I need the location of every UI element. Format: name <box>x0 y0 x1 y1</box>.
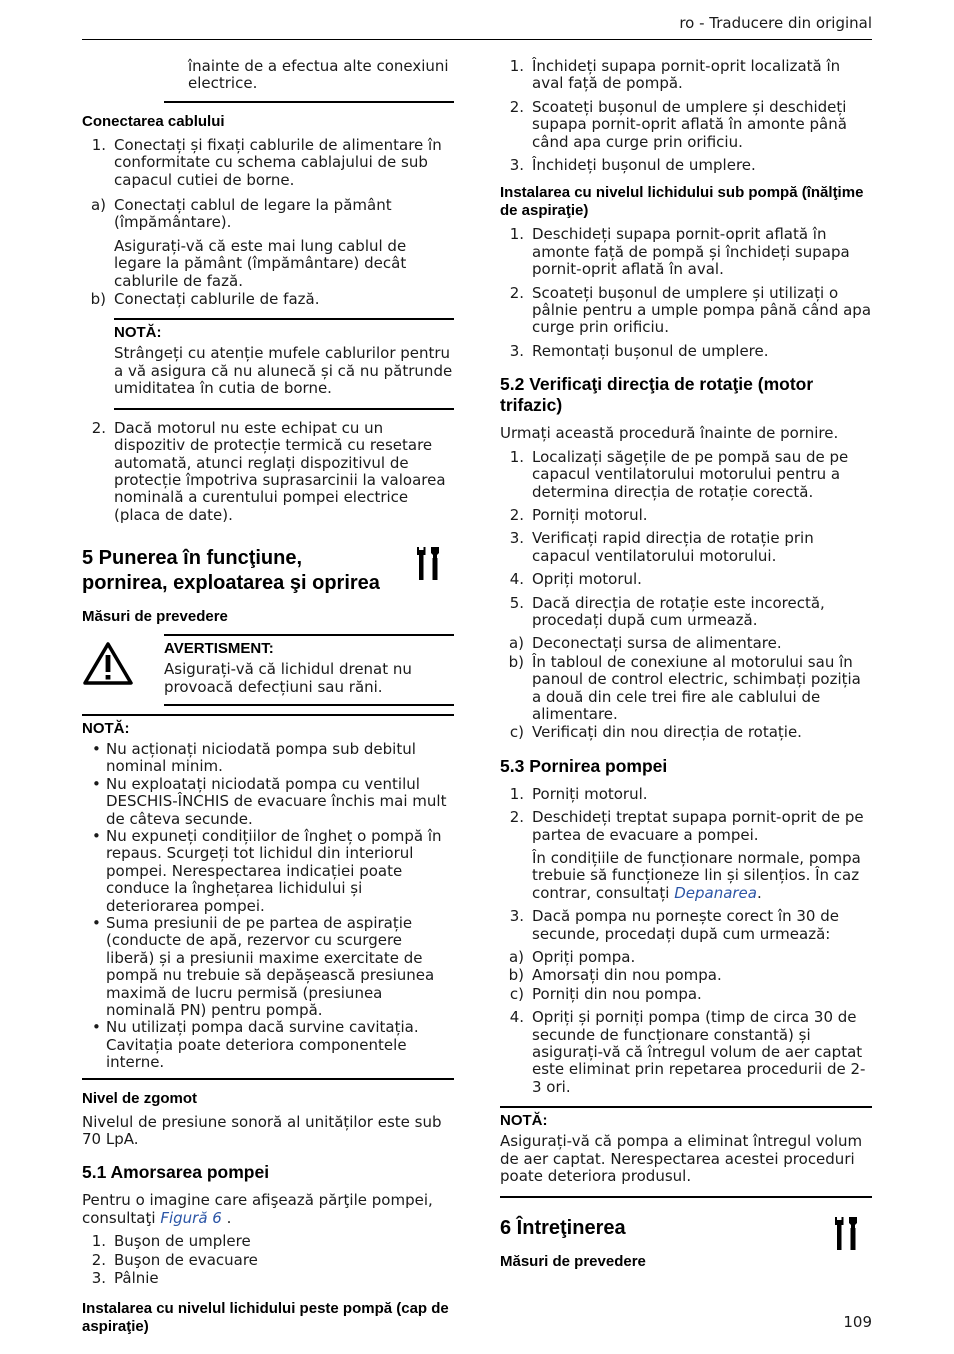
below-pump-steps <box>500 226 872 360</box>
rotation-steps <box>500 449 872 630</box>
section-5-precautions: Măsuri de prevedere <box>82 608 228 626</box>
list-item: 1. Porniți motorul. <box>509 784 648 803</box>
list-item: 3. Închideți bușonul de umplere. <box>509 156 756 175</box>
below-pump-heading: Instalarea cu nivelul lichidului sub pompă (înălţime de aspiraţie) <box>500 184 864 220</box>
note-box <box>500 1106 872 1197</box>
list-item: a) Conectați cablul de legare la pământ (împământare). Asigurați-vă că este mai lung cablul de legare la pământ (împământare) decât cablurile de fază. <box>82 197 454 290</box>
list-item: 1. Localizați săgețile de pe pompă sau de pe capacul ventilatorului motorului pentru a determina direcția de rotație corectă. <box>509 447 849 501</box>
list-item: b) Conectați cablurile de fază. <box>90 290 320 309</box>
list-item: • Nu exploatați niciodată pompa cu ventilul DESCHIS-ÎNCHIS de evacuare închis mai mult de câteva secunde. <box>92 774 447 828</box>
page-number: 109 <box>843 1313 872 1331</box>
note-text: Strângeți cu atenție mufele cablurilor pentru a vă asigura că nu alunecă și că nu pătrunde umiditatea în cutia de borne. <box>114 344 453 398</box>
list-item: • Nu utilizați pompa dacă survine cavitația. Cavitația poate deteriora componentele interne. <box>92 1018 419 1072</box>
section-6-title: 6 Întreţinerea <box>500 1216 626 1239</box>
list-item: 4. Opriți motorul. <box>509 570 642 589</box>
warning-triangle-icon <box>82 640 134 686</box>
warning-title: AVERTISMENT: <box>164 640 274 658</box>
list-item: 2. Scoateți bușonul de umplere și deschideți supapa pornit-oprit aflată în amonte până când apa curge prin orificiu. <box>509 97 847 151</box>
list-item: 1. Conectați și fixați cablurile de alimentare în conformitate cu schema cablajului de sub capacul cutiei de borne. <box>91 135 442 189</box>
tools-icon <box>416 546 444 582</box>
start-steps <box>500 786 872 943</box>
cable-steps <box>82 137 454 189</box>
noise-heading: Nivel de zgomot <box>82 1089 198 1107</box>
left-column <box>82 58 454 1342</box>
note-box <box>82 714 454 1080</box>
section-6-precautions: Măsuri de prevedere <box>500 1252 646 1270</box>
list-item: • Nu acționați niciodată pompa sub debitul nominal minim. <box>92 739 416 776</box>
section-5-1-intro: Pentru o imagine care afişează părţile pompei, consultaţi Figură 6 . <box>82 1191 433 1227</box>
note-bullets <box>82 741 454 1072</box>
warning-box <box>164 634 454 706</box>
cable-step-a: Conectați cablul de legare la pământ (împământare). <box>114 196 392 232</box>
list-item: 2. Scoateți bușonul de umplere și utilizați o pâlnie pentru a umple pompa până când apa curge prin orificiu. <box>509 283 872 337</box>
section-5-2-intro: Urmați această procedură înainte de pornire. <box>500 424 839 443</box>
top-note-text: înainte de a efectua alte conexiuni electrice. <box>188 57 449 93</box>
list-item: 2. Porniți motorul. <box>509 505 648 524</box>
list-item: 1. Deschideți supapa pornit-oprit aflată în amonte față de pompă și închideți supapa pornit-oprit aflată în aval. <box>509 225 850 279</box>
header-text: ro - Traducere din original <box>679 14 872 32</box>
list-item: 3. Remontați bușonul de umplere. <box>509 341 769 360</box>
pump-parts-list <box>82 1233 454 1287</box>
list-item: c) Porniți din nou pompa. <box>509 984 702 1003</box>
section-5-3-title: 5.3 Pornirea pompei <box>500 755 668 776</box>
list-item: a) Opriți pompa. <box>508 948 636 967</box>
section-5-1-title: 5.1 Amorsarea pompei <box>82 1162 270 1183</box>
note-title: NOTĂ: <box>82 719 130 737</box>
cable-step-1: Conectați și fixați cablurile de alimentare în conformitate cu schema cablajului de sub capacul cutiei de borne. <box>114 135 442 189</box>
cable-heading: Conectarea cablului <box>82 112 225 130</box>
note-title: NOTĂ: <box>500 1112 548 1130</box>
list-item: b) Amorsați din nou pompa. <box>508 966 722 985</box>
list-item: 3. Dacă pompa nu pornește corect în 30 de secunde, procedați după cum urmează: <box>509 907 839 943</box>
above-pump-heading: Instalarea cu nivelul lichidului peste pompă (cap de aspiraţie) <box>82 1299 449 1335</box>
figure-link[interactable]: Figură 6 <box>160 1208 222 1227</box>
note-title: NOTĂ: <box>114 324 162 342</box>
tools-icon <box>834 1216 862 1252</box>
section-5-2-title: 5.2 Verificaţi direcţia de rotaţie (motor trifazic) <box>500 374 814 416</box>
list-item: 4. Opriți și porniți pompa (timp de circa 30 de secunde de funcționare constantă) și asigurați-vă că întregul volum de aer captat este eliminat prin repetarea procedurii de 2-3 ori. <box>509 1008 866 1096</box>
list-item: 5. Dacă direcția de rotație este incorectă, procedați după cum urmează. <box>509 593 825 629</box>
start-substeps <box>500 949 872 1003</box>
list-item: b) În tabloul de conexiune al motorului sau în panoul de control electric, schimbați poziția a două din cele trei fire ale cablului de alimentare. <box>508 652 861 723</box>
list-item: 1. Buşon de umplere <box>91 1232 251 1251</box>
cable-steps-continued <box>82 420 454 524</box>
list-item: c) Verificați din nou direcția de rotație. <box>509 723 802 742</box>
page-header <box>82 0 872 40</box>
section-5-title: 5 Punerea în funcţiune, pornirea, exploatarea şi oprirea <box>82 547 380 595</box>
right-column <box>500 58 872 1277</box>
noise-text: Nivelul de presiune sonoră al unităților este sub 70 LpA. <box>82 1112 442 1149</box>
note-box <box>114 318 454 409</box>
note-text: Asigurați-vă că pompa a eliminat întregul volum de aer captat. Nerespectarea acestei proceduri poate deteriora produsul. <box>500 1132 863 1186</box>
list-item: 3. Verificați rapid direcția de rotație prin capacul ventilatorului motorului. <box>509 529 814 565</box>
warning-text: Asigurați-vă că lichidul drenat nu provoacă defecțiuni sau răni. <box>164 660 412 696</box>
list-item: • Suma presiunii de pe partea de aspirație (conducte de apă, rezervor cu scurgere liberă) și a presiunii maxime exercitate de pompă nu trebuie să depășească presiunea maximă de lucru permisă (presiunea nominală PN) pentru pompă. <box>92 914 435 1020</box>
list-item: 1. Închideți supapa pornit-oprit localizată în aval față de pompă. <box>509 57 841 93</box>
list-item: a) Deconectați sursa de alimentare. <box>508 634 782 653</box>
start-step-2-sub: În condițiile de funcționare normale, pompa trebuie să funcționeze lin și silențios. În caz contrar, consultați Depanarea. <box>532 849 861 902</box>
rotation-substeps <box>500 635 872 741</box>
list-item: 2. Deschideți treptat supapa pornit-oprit de pe partea de evacuare a pompei. În condițiile de funcționare normale, pompa trebuie să funcționeze lin și silențios. În caz contrar, consultați Depanarea. <box>500 809 872 902</box>
list-item: 3. Pâlnie <box>91 1269 159 1288</box>
cable-step-b: Conectați cablurile de fază. <box>114 290 320 309</box>
cable-step-2: Dacă motorul nu este echipat cu un dispozitiv de protecție termică cu resetare automată, atunci reglați dispozitivul de protecție împotriva suprasarcinii la valoarea nominală a curentului pompei electrice (placa de date). <box>114 418 446 524</box>
cable-step-a-sub: Asigurați-vă că este mai lung cablul de legare la pământ (împământare) decât cablurile de fază. <box>114 236 407 290</box>
section-5-heading <box>82 546 454 596</box>
list-item: 2. Dacă motorul nu este echipat cu un dispozitiv de protecție termică cu resetare automată, atunci reglați dispozitivul de protecție împotriva suprasarcinii la valoarea nominală a curentului pompei electrice (placa de date). <box>91 418 446 524</box>
section-6-heading <box>500 1216 872 1241</box>
troubleshooting-link[interactable]: Depanarea <box>674 883 757 902</box>
cable-substeps <box>82 197 454 308</box>
list-item: 2. Buşon de evacuare <box>91 1250 258 1269</box>
above-pump-steps <box>500 58 872 174</box>
top-note-continuation <box>164 58 454 103</box>
list-item: • Nu expuneți condițiilor de îngheț o pompă în repaus. Scurgeți tot lichidul din interiorul pompei. Nerespectarea indicației poate conduce la înghețarea lichidului și deteriorarea pompei. <box>92 826 442 915</box>
warning-block <box>82 634 454 706</box>
start-steps-continued <box>500 1009 872 1096</box>
